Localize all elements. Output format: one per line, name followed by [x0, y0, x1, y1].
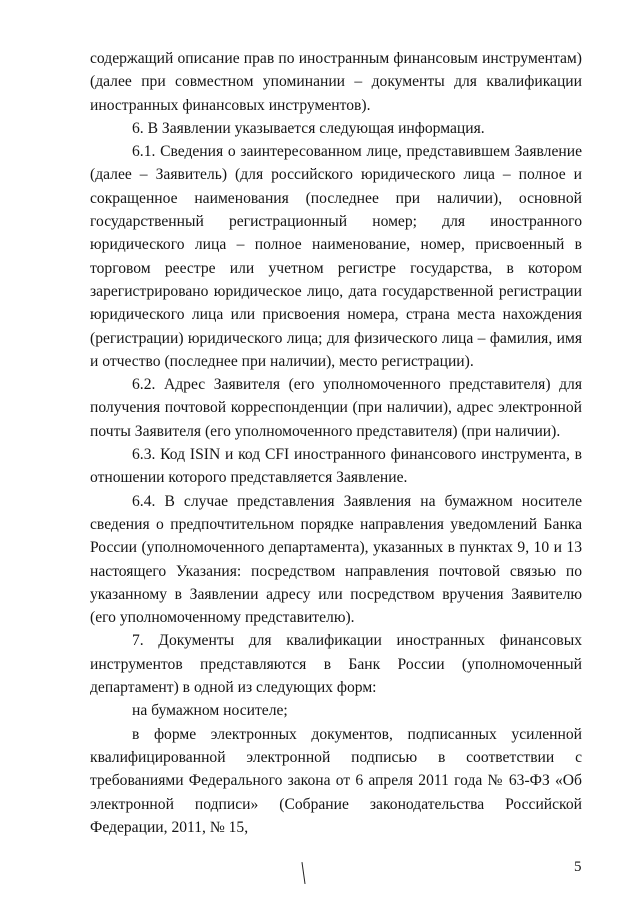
paragraph-item-6-3: 6.3. Код ISIN и код CFI иностранного финансового инструмента, в отношении которого представляется Заявление.: [90, 446, 582, 487]
pen-mark: [301, 862, 305, 884]
paragraph-form-electronic: в форме электронных документов, подписанных усиленной квалифицированной электронной подписью в соответствии с требованиями Федерального закона от 6 апреля 2011 года № 63-ФЗ «Об электронной подписи» (Собрание законодательства Российской Федерации, 2011, № 15,: [90, 725, 582, 836]
page-number: 5: [574, 859, 582, 875]
paragraph-item-6-4: 6.4. В случае представления Заявления на бумажном носителе сведения о предпочтительном порядке направления уведомлений Банка России (уполномоченного департамента), указанных в пунктах 9, 10 и 13 настоящего Указания: посредством направления почтовой связью по указанному в Заявлении адресу или посредством вручения Заявителю (его уполномоченному представителю).: [90, 492, 582, 627]
paragraph-item-7: 7. Документы для квалификации иностранных финансовых инструментов представляются в Банк России (уполномоченный департамент) в одной из следующих форм:: [90, 632, 582, 697]
paragraph-item-6-2: 6.2. Адрес Заявителя (его уполномоченного представителя) для получения почтовой корреспонденции (при наличии), адрес электронной почты Заявителя (его уполномоченного представителя) (при наличии).: [90, 376, 582, 440]
paragraph-form-paper: на бумажном носителе;: [132, 702, 288, 720]
paragraph-item-6-1: 6.1. Сведения о заинтересованном лице, представившем Заявление (далее – Заявитель) (для российского юридического лица – полное и сокращенное наименования (последнее при наличии), основной государственный регистрационный номер; для иностранного юридического лица – полное наименование, номер, присвоенный в торговом реестре или учетном регистре государства, в котором зарегистрировано юридическое лицо, дата государственной регистрации юридического лица или присвоения номера, страна места нахождения (регистрации) юридического лица; для физического лица – фамилия, имя и отчество (последнее при наличии), место регистрации).: [90, 143, 582, 370]
document-body: [90, 47, 582, 839]
paragraph-continuation: содержащий описание прав по иностранным финансовым инструментам) (далее при совместном упоминании – документы для квалификации иностранных финансовых инструментов).: [90, 50, 582, 114]
paragraph-item-6: 6. В Заявлении указывается следующая информация.: [132, 119, 485, 137]
